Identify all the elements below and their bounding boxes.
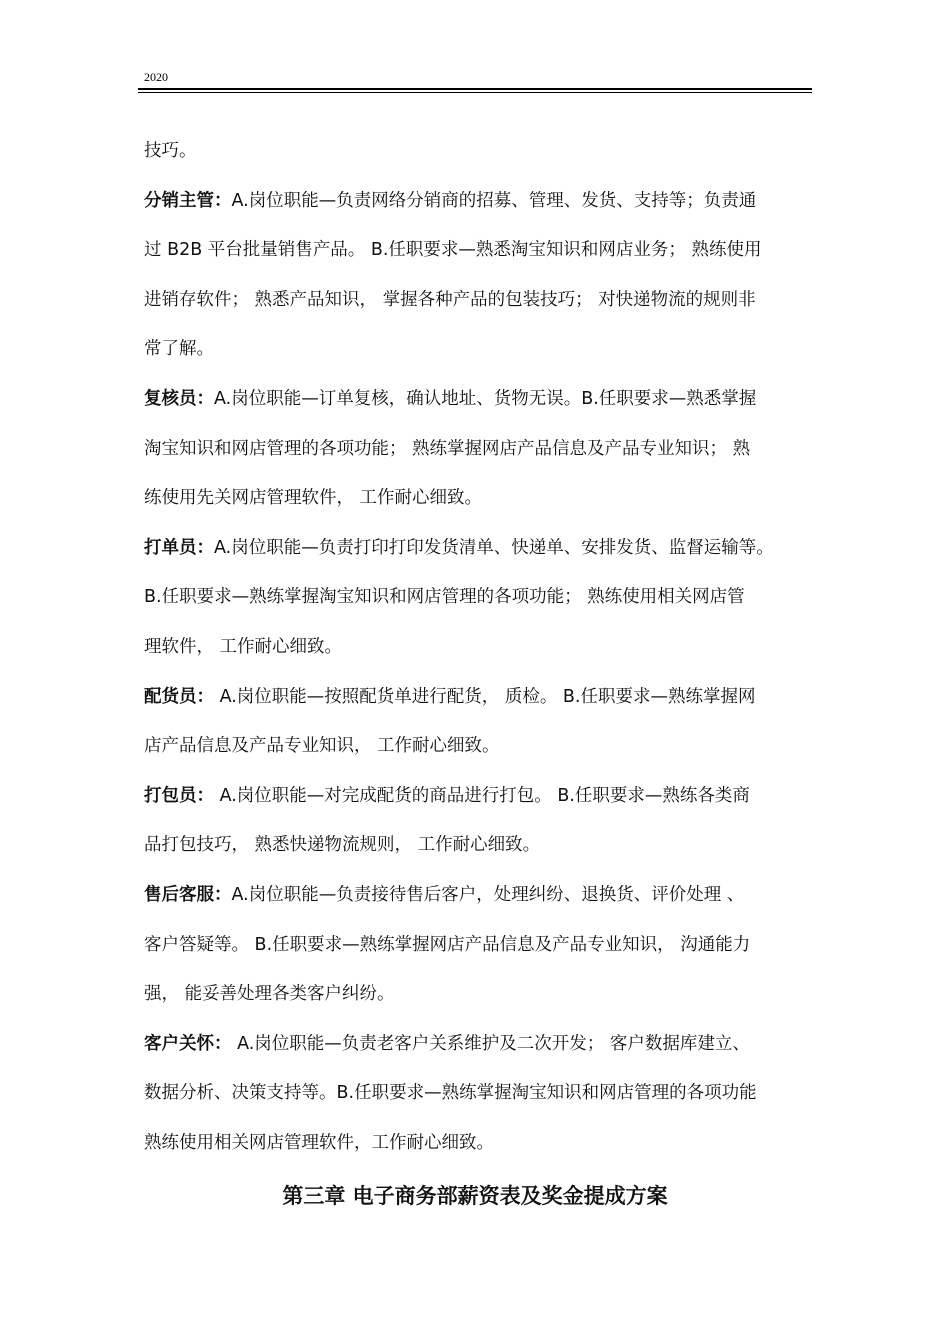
role-label: 打包员： [144, 785, 214, 806]
line-text: 常了解。 [144, 339, 214, 360]
line-text: 进销存软件； 熟悉产品知识， 掌握各种产品的包装技巧； 对快递物流的规则非 [144, 289, 756, 310]
line-text: 强， 能妥善处理各类客户纠纷。 [144, 984, 395, 1005]
text-line [144, 135, 810, 185]
role-label: 打单员： [144, 537, 214, 558]
line-text: 店产品信息及产品专业知识， 工作耐心细致。 [144, 736, 500, 757]
line-text: A.岗位职能—按照配货单进行配货， 质检。 B.任职要求—熟练掌握网 [214, 686, 756, 707]
text-line [144, 482, 810, 532]
text-line [144, 185, 810, 235]
line-text: 品打包技巧， 熟悉快递物流规则， 工作耐心细致。 [144, 835, 541, 856]
line-text: 理软件， 工作耐心细致。 [144, 636, 343, 657]
text-line [144, 1028, 810, 1078]
page-header-year: 2020 [144, 70, 168, 84]
text-line [144, 631, 810, 681]
chapter-title: 第三章 电子商务部薪资表及奖金提成方案 [282, 1184, 668, 1208]
line-text: A.岗位职能—负责网络分销商的招募、管理、发货、支持等；负责通 [231, 190, 757, 211]
text-line [144, 929, 810, 979]
text-line [144, 284, 810, 334]
text-line [144, 1127, 810, 1177]
line-text: 技巧。 [144, 141, 197, 161]
line-text: 过 B2B 平台批量销售产品。 B.任职要求—熟悉淘宝知识和网店业务； 熟练使用 [144, 240, 762, 261]
line-text: A.岗位职能—负责打印打印发货清单、快递单、安排发货、监督运输等。 [214, 537, 774, 558]
line-text: B.任职要求—熟练掌握淘宝知识和网店管理的各项功能； 熟练使用相关网店管 [144, 587, 745, 608]
text-line [144, 383, 810, 433]
text-line [144, 978, 810, 1028]
line-text: 数据分析、决策支持等。B.任职要求—熟练掌握淘宝知识和网店管理的各项功能 [144, 1083, 757, 1104]
role-label: 售后客服： [144, 884, 232, 905]
line-text: A.岗位职能—负责接待售后客户，处理纠纷、退换货、评价处理 、 [231, 884, 745, 905]
text-line [144, 730, 810, 780]
body-text [144, 135, 810, 1176]
role-label: 分销主管： [144, 190, 232, 211]
line-text: 淘宝知识和网店管理的各项功能； 熟练掌握网店产品信息及产品专业知识； 熟 [144, 438, 751, 459]
line-text: A.岗位职能—负责老客户关系维护及二次开发； 客户数据库建立、 [231, 1033, 750, 1054]
role-label: 客户关怀： [144, 1033, 232, 1054]
text-line [144, 681, 810, 731]
text-line [144, 532, 810, 582]
role-label: 复核员： [144, 388, 214, 409]
line-text: A.岗位职能—订单复核，确认地址、货物无误。B.任职要求—熟悉掌握 [214, 388, 757, 409]
role-label: 配货员： [144, 686, 214, 707]
text-line [144, 879, 810, 929]
line-text: A.岗位职能—对完成配货的商品进行打包。 B.任职要求—熟练各类商 [214, 785, 750, 806]
text-line [144, 1077, 810, 1127]
text-line [144, 581, 810, 631]
line-text: 练使用先关网店管理软件， 工作耐心细致。 [144, 488, 483, 509]
text-line [144, 829, 810, 879]
text-line [144, 433, 810, 483]
header-rule-thin [138, 92, 812, 93]
text-line [144, 234, 810, 284]
text-line [144, 780, 810, 830]
text-line [144, 333, 810, 383]
line-text: 客户答疑等。 B.任职要求—熟练掌握网店产品信息及产品专业知识， 沟通能力 [144, 934, 751, 955]
header-rule-thick [138, 88, 812, 90]
line-text: 熟练使用相关网店管理软件，工作耐心细致。 [144, 1132, 494, 1153]
